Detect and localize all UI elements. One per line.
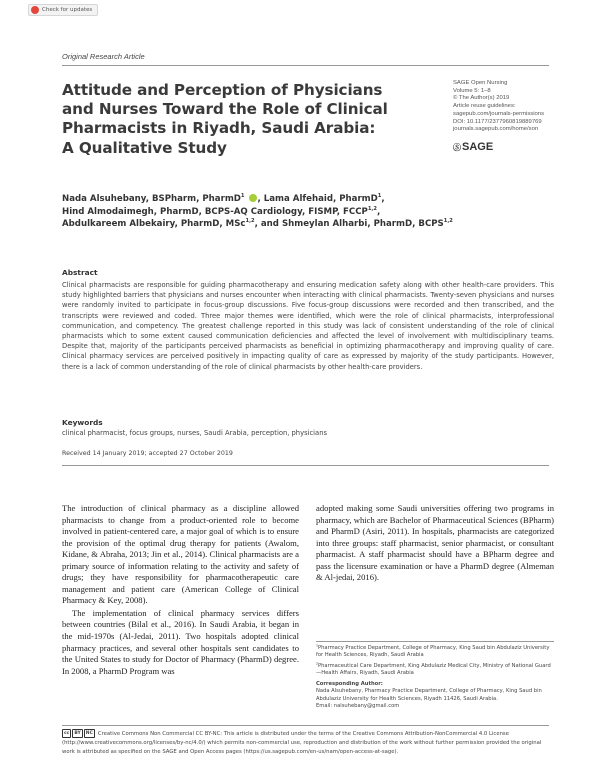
sage-logo (453, 141, 493, 153)
title-line: Attitude and Perception of Physicians (62, 81, 383, 99)
journal-permissions-link[interactable]: sagepub.com/journals-permissions (453, 110, 545, 117)
keywords-heading: Keywords (62, 418, 103, 427)
journal-info (453, 80, 573, 134)
journal-copyright: © The Author(s) 2019 (453, 95, 510, 102)
check-for-updates-label: Check for updates (42, 7, 93, 13)
abstract-text: Clinical pharmacists are responsible for guiding pharmacotherapy and ensuring medication safety along with other health-care providers. This study highlighted barriers that physicians and nurses encounter when interacting with clinical pharmacists. Twenty-seven physicians and nurses were randomly invited to participate in focus-group discussions. Five focus-group discussions were recorded and then transcribed, and the transcripts were reviewed and coded. Three major themes were identified, which were the role of clinical pharmacists, interprofessional communication, and competency. The greatest challenge reported in this study was lack of consistent understanding of the role of clinical pharmacists which to some extent caused communication deficiencies and affected the level of involvement with multidisciplinary teams. Despite that, majority of the participants perceived pharmacists as beneficial in optimizing pharmacotherapy and improving quality of care. Clinical pharmacy services are perceived positively in impacting quality of care as expressed by majority of the study participants. However, there is a lack of common understanding of the role of clinical pharmacists by other health-care providers. (62, 281, 554, 371)
keywords-text: clinical pharmacist, focus groups, nurses, Saudi Arabia, perception, physicians (62, 429, 327, 437)
author-affiliation: 1 (377, 193, 382, 200)
body-paragraph: The introduction of clinical pharmacy as a discipline allowed pharmacists to change from a product-oriented role to become involved in patient-centered care, a major goal of which is to ensure the provision of the optimal drug therapy for patients (Awalom, Kidane, & Abraha, 2013; Jin et al., 2014). Clinical pharmacists are a primary source of information relating to the activity and safety of drugs; they have responsibility for pharmacotherapeutic care management and patient care (American College of Clinical Pharmacy & Key, 2008). (62, 503, 299, 606)
author-name: , Lama Alfehaid, PharmD (257, 194, 378, 204)
author-list (62, 193, 542, 231)
corresponding-author: Nada Alsuhebany, Pharmacy Practice Department, College of Pharmacy, King Saud bin Abdulaziz University for Health Sciences, Riyadh 11426, Saudi Arabia. (316, 688, 542, 702)
author-line: Hind Almodaimegh, PharmD, BCPS-AQ Cardiology, FISMP, FCCP$^{1,2}$, (62, 205, 381, 217)
affiliation-2: $^2$Pharmaceutical Care Department, King Abdulaziz Medical City, Ministry of National Guard—Health Affairs, Riyadh, Saudi Arabia (316, 661, 551, 677)
received-dates: Received 14 January 2019; accepted 27 October 2019 (62, 450, 233, 457)
sage-logo-text: SAGE (462, 141, 494, 153)
title-line: Pharmacists in Riyadh, Saudi Arabia: (62, 119, 376, 138)
affiliation-1: $^1$Pharmacy Practice Department, College of Pharmacy, King Saud bin Abdulaziz University for Health Sciences, Riyadh, Saudi Arabia (316, 643, 550, 659)
author-affiliation: 1,2 (245, 218, 255, 225)
sage-logo-icon: Ⓢ (453, 142, 461, 152)
corresponding-email[interactable]: Email: nalsuhebany@gmail.com (316, 702, 400, 709)
body-right-column (316, 503, 554, 584)
footnotes (316, 645, 554, 710)
article-title (62, 81, 407, 158)
author-affiliation: 1,2 (367, 205, 377, 212)
cc-by-nc-icon: cc BY NC (64, 731, 93, 736)
journal-volume: Volume 5: 1–8 (453, 87, 491, 94)
update-icon (31, 6, 39, 14)
journal-name: SAGE Open Nursing (453, 80, 508, 86)
article-type: Original Research Article (62, 52, 145, 61)
author-affiliation: 1,2 (443, 218, 453, 225)
license-divider (62, 725, 549, 726)
body-left-column (62, 503, 299, 677)
abstract-heading: Abstract (62, 268, 98, 277)
body-paragraph: The implementation of clinical pharmacy services differs between countries (Bilal et al., 2016). In Saudi Arabia, it began in the mid-1970s (Al-Jedai, 2011). Two hospitals adopted clinical pharmacy practices, and several other hospitals sent candidates to the United States to study for Doctor of Pharmacy (PharmD) degree. In 2008, a PharmD Program was (62, 607, 299, 676)
author-name: Nada Alsuhebany, BSPharm, PharmD (62, 194, 241, 204)
orcid-icon[interactable] (249, 194, 257, 202)
journal-reuse: Article reuse guidelines: (453, 103, 516, 110)
author-name: Abdulkareem Albekairy, PharmD, MSc (62, 219, 246, 229)
author-name: Hind Almodaimegh, PharmD, BCPS-AQ Cardiology, FISMP, FCCP (62, 206, 368, 217)
license-notice (62, 729, 554, 756)
author-line (62, 218, 542, 231)
journal-doi[interactable]: DOI: 10.1177/2377960819889769 (453, 118, 542, 125)
author-name: , and Shmeylan Alharbi, PharmD, BCPS (254, 219, 444, 229)
corresponding-author-heading: Corresponding Author: (316, 681, 383, 688)
journal-home-link[interactable]: journals.sagepub.com/home/son (453, 126, 539, 133)
title-line: and Nurses Toward the Role of Clinical (62, 100, 388, 119)
section-divider (62, 465, 549, 466)
header-divider (62, 65, 549, 66)
footnote-divider (316, 641, 554, 642)
check-for-updates-badge[interactable] (28, 4, 98, 16)
title-line: A Qualitative Study (62, 138, 227, 157)
author-line: Nada Alsuhebany, BSPharm, PharmD$^1$ , Lama Alfehaid, PharmD$^1$, (62, 193, 385, 204)
license-text: Creative Commons Non Commercial CC BY-NC: This article is distributed under the terms of the Creative Commons Attribution-NonCommercial 4.0 License (http://www.creativecommons.org/licenses/by-nc/4.0/) which permits non-commercial use, reproduction and distribution of the work without further permission provided the original work is attributed as specified on the SAGE and Open Access pages (https://us.sagepub.com/en-us/nam/open-access-at-sage). (62, 731, 542, 755)
author-affiliation: 1 (240, 193, 245, 200)
body-paragraph: adopted making some Saudi universities offering two programs in pharmacy, which are Bachelor of Pharmaceutical Sciences (BPharm) and PharmD (Asiri, 2011). In hospitals, pharmacists are categorized into three groups: staff pharmacist, senior pharmacist, or consultant pharmacist. A staff pharmacist should have a BPharm degree and pass the licensure examination or have a PharmD degree (Almeman & Al-jedai, 2016). (316, 503, 554, 583)
